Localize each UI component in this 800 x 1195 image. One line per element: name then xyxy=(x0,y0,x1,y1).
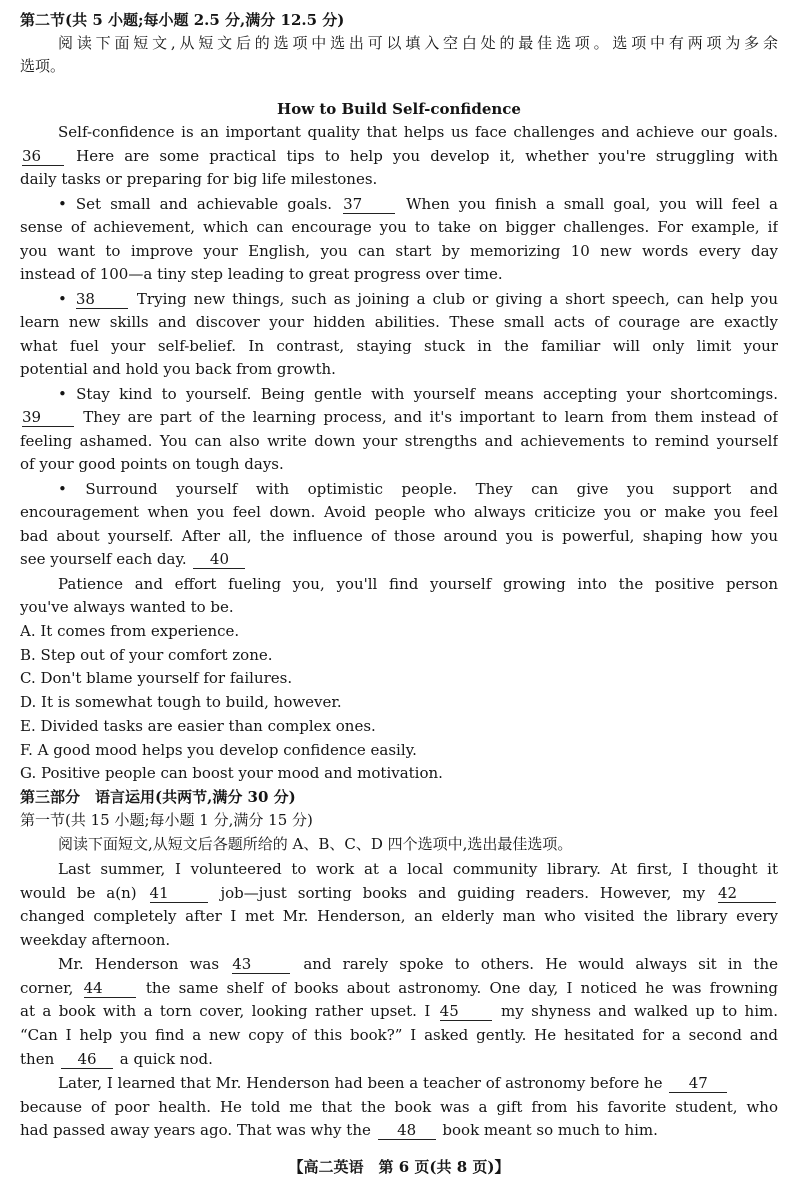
passage-line: instead of 100—a tiny step leading to great progress over time. xyxy=(20,265,503,283)
blank-39[interactable]: 39 xyxy=(22,408,74,427)
part3-heading: 第三部分 语言运用(共两节,满分 30 分) xyxy=(20,788,296,806)
option-e: E. Divided tasks are easier than complex ones. xyxy=(20,717,376,735)
option-b: B. Step out of your comfort zone. xyxy=(20,646,273,664)
passage2-line: corner, 44 the same shelf of books about astronomy. One day, I noticed he was frowning xyxy=(20,979,778,997)
blank-44[interactable]: 44 xyxy=(84,979,136,998)
passage2-line: “Can I help you find a new copy of this book?” I asked gently. He hesitated for a second and xyxy=(20,1026,778,1044)
passage-line: 39 They are part of the learning process, and it's important to learn from them instead of xyxy=(22,408,778,426)
passage2-line: would be a(n) 41 job—just sorting books and guiding readers. However, my 42 xyxy=(20,882,778,904)
passage-title: How to Build Self-confidence xyxy=(277,100,521,118)
option-a: A. It comes from experience. xyxy=(20,622,240,640)
passage-line: • Set small and achievable goals. 37 When you finish a small goal, you will feel a xyxy=(58,195,778,213)
blank-43[interactable]: 43 xyxy=(232,955,290,974)
passage-line: 36 Here are some practical tips to help you develop it, whether you're struggling with xyxy=(22,147,778,165)
passage2-line: Last summer, I volunteered to work at a local community library. At first, I thought it xyxy=(58,860,778,878)
blank-47[interactable]: 47 xyxy=(669,1074,727,1093)
option-f: F. A good mood helps you develop confidence easily. xyxy=(20,741,417,759)
section2-instruction-cont: 选项。 xyxy=(20,57,66,75)
passage2-line: Later, I learned that Mr. Henderson had been a teacher of astronomy before he 47 xyxy=(20,1072,778,1094)
blank-37[interactable]: 37 xyxy=(343,195,395,214)
option-g: G. Positive people can boost your mood and motivation. xyxy=(20,764,443,782)
passage-line: you want to improve your English, you can start by memorizing 10 new words every day xyxy=(20,242,778,260)
passage-line: bad about yourself. After all, the influence of those around you is powerful, shaping how you xyxy=(20,527,778,545)
blank-40[interactable]: 40 xyxy=(193,550,245,569)
passage-line: of your good points on tough days. xyxy=(20,455,284,473)
blank-45[interactable]: 45 xyxy=(440,1002,492,1021)
passage-line: learn new skills and discover your hidden abilities. These small acts of courage are exactly xyxy=(20,313,778,331)
passage2-line: weekday afternoon. xyxy=(20,931,171,949)
part3-instruction: 阅读下面短文,从短文后各题所给的 A、B、C、D 四个选项中,选出最佳选项。 xyxy=(58,835,573,853)
passage2-line: Mr. Henderson was 43 and rarely spoke to others. He would always sit in the xyxy=(58,955,778,973)
passage-line: • Surround yourself with optimistic people. They can give you support and xyxy=(58,480,778,498)
passage-line: • 38 Trying new things, such as joining a club or giving a short speech, can help you xyxy=(58,290,778,308)
section2-instruction: 阅读下面短文,从短文后的选项中选出可以填入空白处的最佳选项。选项中有两项为多余 xyxy=(58,34,778,52)
blank-38[interactable]: 38 xyxy=(76,290,128,309)
option-d: D. It is somewhat tough to build, however. xyxy=(20,693,342,711)
passage2-line: changed completely after I met Mr. Henderson, an elderly man who visited the library every xyxy=(20,907,778,925)
passage2-line: because of poor health. He told me that the book was a gift from his favorite student, who xyxy=(20,1098,778,1116)
passage-line: you've always wanted to be. xyxy=(20,598,234,616)
passage-line: what fuel your self-belief. In contrast, staying stuck in the familiar will only limit your xyxy=(20,337,778,355)
passage-line: sense of achievement, which can encourage you to take on bigger challenges. For example, if xyxy=(20,218,778,236)
passage-line: Self-confidence is an important quality that helps us face challenges and achieve our goals. xyxy=(58,123,778,141)
blank-36[interactable]: 36 xyxy=(22,147,64,166)
blank-46[interactable]: 46 xyxy=(61,1050,113,1069)
passage-line: feeling ashamed. You can also write down your strengths and achievements to remind yourself xyxy=(20,432,778,450)
passage-line: see yourself each day. 40 xyxy=(20,548,778,570)
passage2-line: then 46 a quick nod. xyxy=(20,1050,213,1068)
passage-line: potential and hold you back from growth. xyxy=(20,360,336,378)
passage-line: Patience and effort fueling you, you'll find yourself growing into the positive person xyxy=(58,575,778,593)
passage-line: encouragement when you feel down. Avoid people who always criticize you or make you feel xyxy=(20,503,778,521)
part3-section1-heading: 第一节(共 15 小题;每小题 1 分,满分 15 分) xyxy=(20,811,313,829)
blank-41[interactable]: 41 xyxy=(150,884,208,903)
section2-heading: 第二节(共 5 小题;每小题 2.5 分,满分 12.5 分) xyxy=(20,11,345,29)
passage-line: • Stay kind to yourself. Being gentle with yourself means accepting your shortcomings. xyxy=(58,385,778,403)
blank-42[interactable]: 42 xyxy=(718,884,776,903)
blank-48[interactable]: 48 xyxy=(378,1121,436,1140)
page-footer: 【高二英语 第 6 页(共 8 页)】 xyxy=(288,1158,510,1176)
passage-line: daily tasks or preparing for big life milestones. xyxy=(20,170,378,188)
passage2-line: had passed away years ago. That was why the 48 book meant so much to him. xyxy=(20,1121,658,1139)
option-c: C. Don't blame yourself for failures. xyxy=(20,669,293,687)
passage2-line: at a book with a torn cover, looking rather upset. I 45 my shyness and walked up to him. xyxy=(20,1002,778,1020)
